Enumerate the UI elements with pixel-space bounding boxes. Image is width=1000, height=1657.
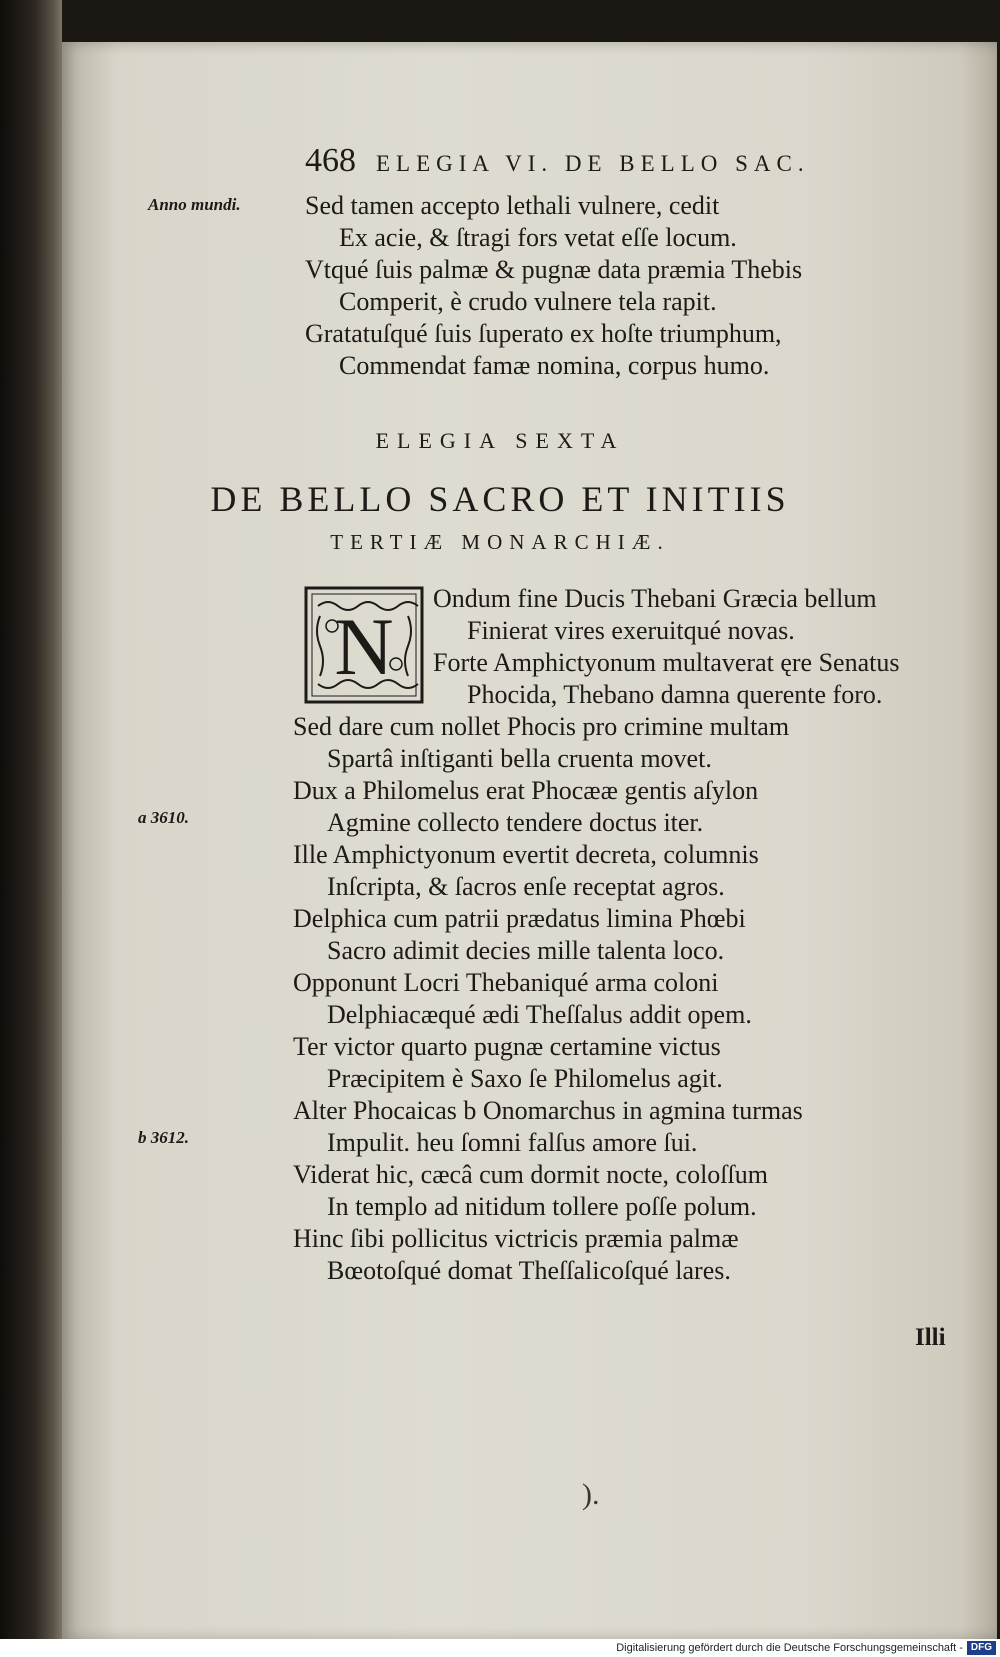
digitization-footer: [0, 1639, 1000, 1657]
book-spine: [0, 0, 62, 1642]
top-verse-line: Ex acie, & ſtragi fors vetat eſſe locum.: [339, 223, 737, 252]
initial-verse-line: Forte Amphictyonum multaverat ęre Senatus: [433, 648, 900, 677]
stray-mark: ).: [582, 1478, 600, 1511]
margin-note-anno: Anno mundi.: [148, 195, 241, 214]
main-verse-line: Sed dare cum nollet Phocis pro crimine multam: [293, 712, 790, 741]
initial-verse-block: [433, 583, 899, 711]
dfg-logo-icon: DFG: [967, 1641, 996, 1655]
main-verse-line: Opponunt Locri Thebaniqué arma coloni: [293, 968, 719, 997]
main-verse-line: Agmine collecto tendere doctus iter.: [327, 808, 704, 837]
elegy-heading: ELEGIA SEXTA: [375, 428, 625, 453]
main-verse-line: Impulit. heu ſomni falſus amore ſui.: [327, 1128, 698, 1157]
main-verse-line: Viderat hic, cæcâ cum dormit nocte, coloſſum: [293, 1160, 768, 1189]
main-verse-line: Inſcripta, & ſacros enſe receptat agros.: [327, 872, 725, 901]
initial-verse-line: Ondum fine Ducis Thebani Græcia bellum: [433, 584, 877, 613]
main-verse-line: Bœotoſqué domat Theſſalicoſqué lares.: [327, 1256, 731, 1285]
initial-verse-line: Phocida, Thebano damna querente foro.: [467, 680, 883, 709]
initial-verse-line: Finierat vires exeruitqué novas.: [467, 616, 795, 645]
main-verse-line: Præcipitem è Saxo ſe Philomelus agit.: [327, 1064, 723, 1093]
main-verse-line: Spartâ inſtiganti bella cruenta movet.: [327, 744, 712, 773]
catchword: Illi: [915, 1324, 946, 1351]
margin-note-b: b 3612.: [138, 1128, 189, 1147]
running-head: ELEGIA VI. DE BELLO SAC.: [376, 151, 810, 176]
main-verse-line: Delphica cum patrii prædatus limina Phœbi: [293, 904, 746, 933]
top-verse-block: [305, 190, 802, 382]
elegy-title: DE BELLO SACRO ET INITIIS: [210, 479, 790, 519]
top-verse-line: Gratatuſqué ſuis ſuperato ex hoſte triumphum,: [305, 319, 782, 348]
margin-note-a: a 3610.: [138, 808, 189, 827]
page-header: [305, 142, 905, 186]
elegy-subtitle: TERTIÆ MONARCHIÆ.: [330, 530, 670, 554]
top-verse-line: Sed tamen accepto lethali vulnere, cedit: [305, 191, 720, 220]
page-number: 468: [305, 142, 356, 179]
main-verse-line: Sacro adimit decies mille talenta loco.: [327, 936, 725, 965]
main-verse-line: Ter victor quarto pugnæ certamine victus: [293, 1032, 721, 1061]
initial-letter: N: [334, 601, 394, 692]
main-verse-line: Hinc ſibi pollicitus victricis præmia palmæ: [293, 1224, 739, 1253]
main-verse-block: [293, 711, 803, 1287]
footer-text: Digitalisierung gefördert durch die Deutsche Forschungsgemeinschaft -: [616, 1642, 963, 1654]
main-verse-line: Dux a Philomelus erat Phocææ gentis aſylon: [293, 776, 759, 805]
top-verse-line: Commendat famæ nomina, corpus humo.: [339, 351, 770, 380]
main-verse-line: Alter Phocaicas b Onomarchus in agmina turmas: [293, 1096, 803, 1125]
top-verse-line: Vtqué ſuis palmæ & pugnæ data præmia Thebis: [305, 255, 803, 284]
ornament-initial-icon: [304, 586, 424, 704]
decorated-initial: [304, 586, 424, 704]
main-verse-line: Delphiacæqué ædi Theſſalus addit opem.: [327, 1000, 752, 1029]
main-verse-line: In templo ad nitidum tollere poſſe polum.: [327, 1192, 757, 1221]
top-verse-line: Comperit, è crudo vulnere tela rapit.: [339, 287, 717, 316]
main-verse-line: Ille Amphictyonum evertit decreta, columnis: [293, 840, 759, 869]
